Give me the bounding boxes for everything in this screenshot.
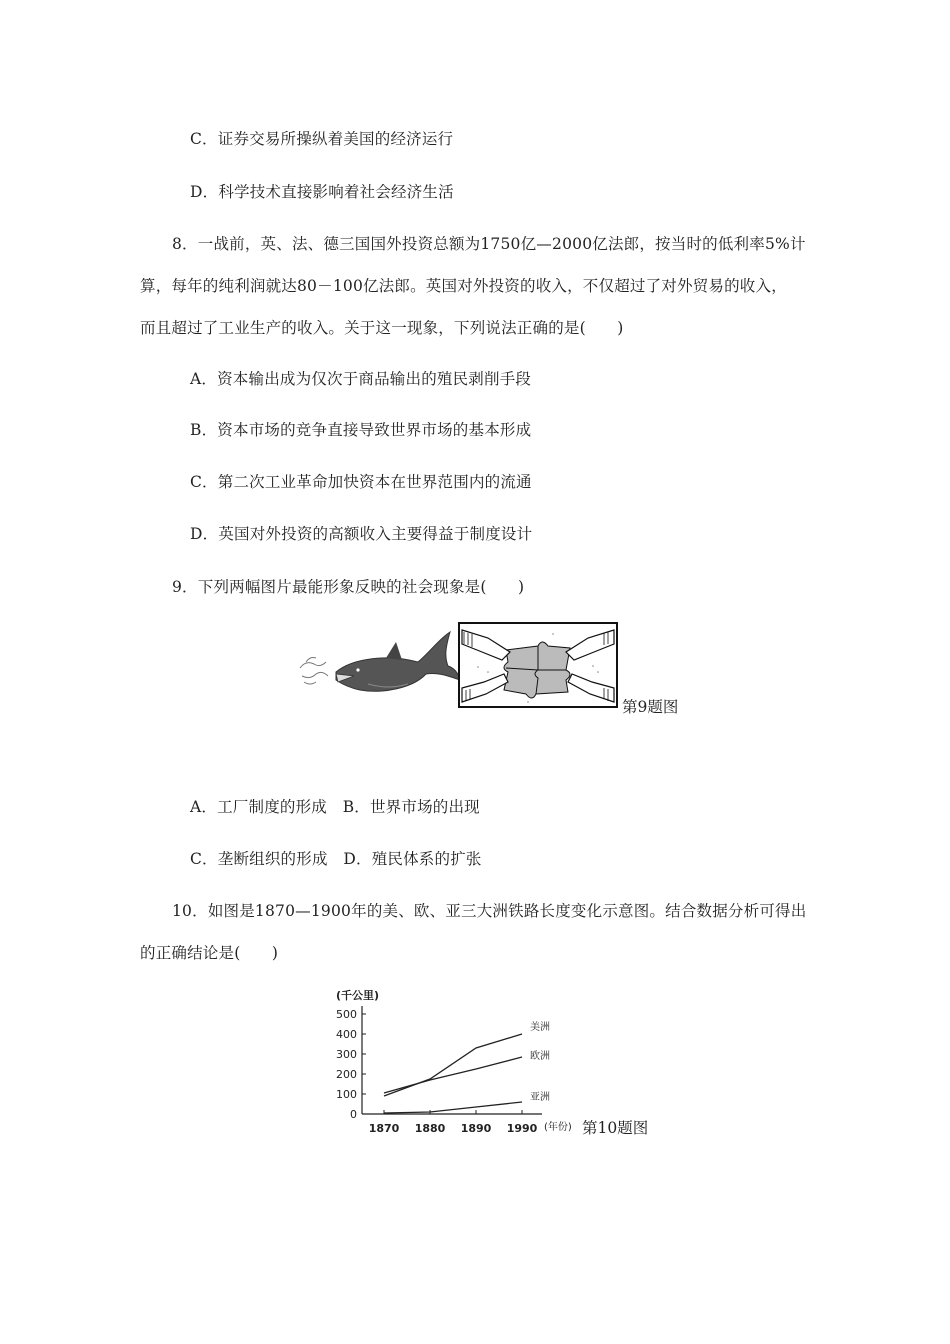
q8-option-a: A．资本输出成为仅次于商品输出的殖民剥削手段 [190,370,532,388]
puzzle-pieces [504,642,570,698]
puzzle-hands-illustration [458,622,620,710]
y-axis-label: (千公里) [336,989,380,1002]
shark-fin [386,642,402,660]
q9-figure-caption: 第9题图 [622,698,679,716]
q9-stem: 9．下列两幅图片最能形象反映的社会现象是( ) [172,578,525,596]
q7-option-d: D．科学技术直接影响着社会经济生活 [190,183,454,201]
q9-options-ab: A．工厂制度的形成 B．世界市场的出现 [190,798,480,816]
q8-option-b: B．资本市场的竞争直接导致世界市场的基本形成 [190,421,532,439]
y-tick-label: 500 [336,1008,357,1021]
y-tick-label: 300 [336,1048,357,1061]
x-axis-label: (年份) [544,1122,572,1133]
q8-stem-line3: 而且超过了工业生产的收入。关于这一现象，下列说法正确的是( ) [140,319,624,337]
q8-stem-line2: 算，每年的纯利润就达80－100亿法郎。英国对外投资的收入，不仅超过了对外贸易的收入， [140,277,787,295]
q10-stem-line2: 的正确结论是( ) [140,944,279,962]
series-line [384,1102,522,1113]
y-tick-label: 100 [336,1088,357,1101]
q9-options-cd: C．垄断组织的形成 D．殖民体系的扩张 [190,850,482,868]
y-tick-label: 0 [350,1108,357,1121]
y-tick-label: 200 [336,1068,357,1081]
q8-option-c: C．第二次工业革命加快资本在世界范围内的流通 [190,473,532,491]
x-tick-label: 1890 [460,1122,492,1135]
series-line [384,1057,522,1093]
q8-stem-line1: 8．一战前，英、法、德三国国外投资总额为1750亿—2000亿法郎，按当时的低利率5%计 [172,235,806,253]
x-tick-label: 1870 [368,1122,400,1135]
q10-figure-caption: 第10题图 [582,1119,649,1137]
q7-option-c: C．证券交易所操纵着美国的经济运行 [190,130,454,148]
series-label: 欧洲 [530,1051,550,1062]
shark-illustration [298,628,463,708]
series-label: 美洲 [530,1022,550,1033]
q8-option-d: D．英国对外投资的高额收入主要得益于制度设计 [190,525,533,543]
x-tick-label: 1880 [414,1122,446,1135]
x-tick-label: 1990 [506,1122,538,1135]
series-label: 亚洲 [530,1092,550,1103]
shark-eye [356,668,359,671]
q10-stem-line1: 10．如图是1870—1900年的美、欧、亚三大洲铁路长度变化示意图。结合数据分析可得出 [172,902,807,920]
splash-lines [300,658,328,685]
shark-body [336,632,460,691]
y-tick-label: 400 [336,1028,357,1041]
railway-length-chart [330,982,590,1140]
